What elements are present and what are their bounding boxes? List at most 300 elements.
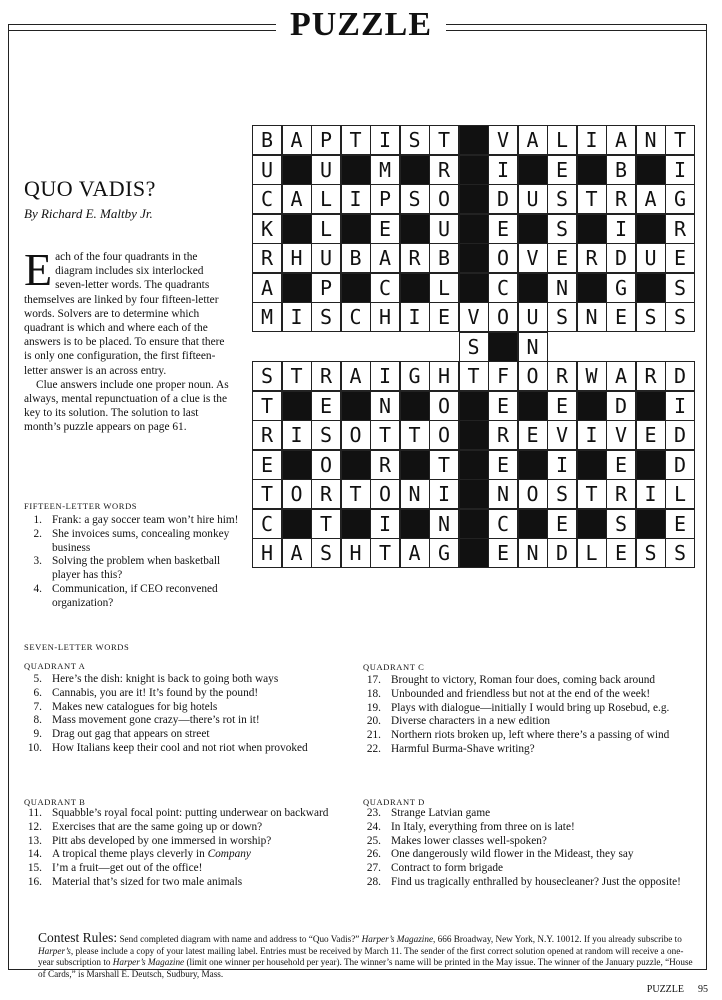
grid-letter: A	[644, 187, 657, 211]
grid-letter: R	[555, 364, 569, 388]
contest-rules	[38, 932, 698, 980]
grid-letter: U	[526, 187, 539, 211]
clue-text: Here’s the dish: knight is back to going both ways	[52, 673, 279, 685]
quadrant-a-heading: QUADRANT A	[24, 661, 86, 671]
grid-cell[interactable]	[547, 479, 577, 509]
grid-letter: D	[673, 423, 687, 447]
grid-cell[interactable]	[488, 391, 518, 421]
grid-letter: E	[378, 216, 392, 241]
grid-letter: U	[260, 157, 274, 182]
grid-cell[interactable]	[547, 391, 577, 421]
grid-cell[interactable]	[429, 361, 459, 391]
grid-letter: B	[614, 157, 628, 182]
clue-item	[359, 821, 705, 835]
grid-letter: R	[319, 482, 333, 506]
grid-cell[interactable]	[606, 450, 636, 480]
clue-item	[359, 743, 705, 757]
grid-letter: O	[496, 246, 510, 270]
grid-cell[interactable]	[665, 450, 695, 480]
grid-letter: U	[644, 246, 657, 270]
grid-cell[interactable]	[252, 184, 282, 214]
grid-cell[interactable]	[252, 273, 282, 303]
clue-item	[20, 555, 240, 583]
grid-black-cell	[341, 214, 371, 244]
grid-letter: S	[555, 187, 569, 211]
grid-letter: D	[496, 187, 510, 211]
rules-magazine-1: Harper’s Magazine	[361, 934, 434, 944]
grid-cell[interactable]	[370, 184, 400, 214]
grid-cell[interactable]	[341, 420, 371, 450]
grid-cell[interactable]	[665, 214, 695, 244]
grid-cell[interactable]	[429, 538, 459, 568]
clue-text: A tropical theme plays cleverly in Company	[52, 848, 251, 861]
grid-cell[interactable]	[518, 332, 548, 362]
grid-cell[interactable]	[370, 479, 400, 509]
clue-item	[359, 835, 705, 849]
clue-item	[20, 514, 240, 528]
grid-letter: R	[614, 187, 628, 211]
grid-cell[interactable]	[547, 509, 577, 539]
grid-cell[interactable]	[488, 509, 518, 539]
grid-letter: A	[290, 187, 303, 211]
clue-text: How Italians keep their cool and not riot when provoked	[52, 741, 308, 754]
grid-cell[interactable]	[429, 273, 459, 303]
grid-cell[interactable]	[547, 420, 577, 450]
grid-letter: D	[673, 452, 687, 477]
grid-cell[interactable]	[311, 420, 341, 450]
grid-cell[interactable]	[547, 538, 577, 568]
grid-cell[interactable]	[370, 125, 400, 155]
grid-letter: I	[496, 157, 510, 182]
grid-black-cell	[518, 391, 548, 421]
clue-item	[359, 702, 705, 716]
grid-cell[interactable]	[370, 450, 400, 480]
clue-text: Makes lower classes well-spoken?	[391, 834, 547, 847]
clue-text: Frank: a gay soccer team won’t hire him!	[52, 514, 239, 526]
grid-cell[interactable]	[429, 184, 459, 214]
grid-letter: B	[349, 246, 362, 270]
grid-letter: V	[467, 305, 480, 329]
grid-letter: U	[319, 157, 333, 182]
grid-cell[interactable]	[577, 302, 607, 332]
grid-letter: T	[437, 128, 451, 152]
grid-cell[interactable]	[252, 538, 282, 568]
grid-cell[interactable]	[547, 214, 577, 244]
clue-number: 14.	[27, 848, 42, 861]
grid-cell[interactable]	[311, 302, 341, 332]
grid-cell[interactable]	[400, 361, 430, 391]
grid-cell[interactable]	[665, 420, 695, 450]
grid-letter: D	[673, 364, 687, 388]
footer-section: PUZZLE	[646, 984, 684, 995]
clue-number: 20.	[366, 715, 381, 728]
grid-cell[interactable]	[252, 125, 282, 155]
grid-cell[interactable]	[606, 243, 636, 273]
grid-cell[interactable]	[547, 273, 577, 303]
grid-letter: O	[526, 482, 539, 506]
clue-item	[20, 807, 350, 821]
grid-cell[interactable]	[282, 538, 312, 568]
grid-cell[interactable]	[311, 509, 341, 539]
grid-cell[interactable]	[429, 214, 459, 244]
grid-cell[interactable]	[370, 361, 400, 391]
grid-cell[interactable]	[636, 361, 666, 391]
grid-cell[interactable]	[518, 361, 548, 391]
grid-letter: I	[408, 305, 421, 329]
grid-letter: L	[319, 216, 333, 241]
grid-cell[interactable]	[311, 243, 341, 273]
grid-cell[interactable]	[518, 302, 548, 332]
grid-letter: P	[378, 187, 392, 211]
clue-text: She invoices sums, concealing monkey business	[52, 527, 230, 554]
grid-cell[interactable]	[341, 184, 371, 214]
grid-cell[interactable]	[665, 538, 695, 568]
grid-cell[interactable]	[606, 125, 636, 155]
grid-cell[interactable]	[311, 391, 341, 421]
grid-cell[interactable]	[636, 420, 666, 450]
grid-black-cell	[459, 273, 489, 303]
grid-letter: N	[585, 305, 598, 329]
grid-cell[interactable]	[282, 479, 312, 509]
clue-item	[20, 687, 350, 701]
grid-letter: T	[378, 541, 392, 565]
grid-cell[interactable]	[577, 479, 607, 509]
clue-text: Plays with dialogue—initially I would bring up Rosebud, e.g.	[391, 701, 670, 714]
grid-cell[interactable]	[488, 155, 518, 185]
grid-cell[interactable]	[606, 184, 636, 214]
clue-number: 13.	[27, 834, 42, 847]
grid-black-cell	[459, 509, 489, 539]
puzzle-title: QUO VADIS?	[24, 176, 156, 201]
grid-cell[interactable]	[311, 538, 341, 568]
grid-cell[interactable]	[370, 391, 400, 421]
grid-letter: S	[614, 511, 628, 536]
grid-letter: D	[555, 541, 569, 565]
grid-letter: L	[673, 482, 687, 506]
grid-letter: I	[555, 452, 569, 477]
grid-cell[interactable]	[606, 391, 636, 421]
grid-cell[interactable]	[252, 391, 282, 421]
grid-cell[interactable]	[311, 184, 341, 214]
grid-cell[interactable]	[577, 184, 607, 214]
grid-cell[interactable]	[252, 302, 282, 332]
clue-number: 18.	[366, 687, 381, 700]
grid-letter: U	[437, 216, 451, 241]
grid-cell[interactable]	[606, 273, 636, 303]
clue-number: 1.	[33, 514, 42, 526]
grid-cell[interactable]	[252, 214, 282, 244]
grid-cell[interactable]	[488, 214, 518, 244]
grid-cell[interactable]	[282, 302, 312, 332]
grid-cell[interactable]	[341, 125, 371, 155]
grid-cell[interactable]	[665, 302, 695, 332]
grid-black-cell	[459, 214, 489, 244]
clue-text: In Italy, everything from three on is late!	[391, 820, 575, 833]
grid-cell[interactable]	[488, 273, 518, 303]
grid-letter: T	[349, 482, 362, 506]
grid-cell[interactable]	[606, 420, 636, 450]
rules-text-1: Send completed diagram with name and address to “Quo Vadis?”	[117, 934, 362, 944]
grid-letter: G	[408, 364, 421, 388]
grid-cell[interactable]	[606, 302, 636, 332]
grid-cell[interactable]	[636, 479, 666, 509]
grid-cell[interactable]	[488, 302, 518, 332]
grid-cell[interactable]	[665, 125, 695, 155]
grid-letter: H	[437, 364, 451, 388]
clue-text: Northern riots broken up, left where there’s a passing of wind	[391, 729, 670, 742]
grid-cell[interactable]	[311, 125, 341, 155]
grid-cell[interactable]	[547, 155, 577, 185]
grid-cell[interactable]	[429, 450, 459, 480]
grid-letter: A	[408, 541, 421, 565]
grid-cell[interactable]	[341, 538, 371, 568]
clue-text: Mass movement gone crazy—there’s rot in it!	[52, 714, 260, 727]
grid-cell[interactable]	[370, 214, 400, 244]
rules-magazine-2: Harper’s	[38, 945, 71, 956]
grid-letter: A	[260, 275, 274, 300]
clue-text: Find us tragically enthralled by housecleaner? Just the opposite!	[391, 875, 681, 888]
grid-cell[interactable]	[665, 509, 695, 539]
grid-cell[interactable]	[341, 302, 371, 332]
grid-cell[interactable]	[429, 509, 459, 539]
grid-black-cell	[282, 509, 312, 539]
grid-letter: O	[526, 364, 539, 388]
grid-cell[interactable]	[665, 273, 695, 303]
clue-text: One dangerously wild flower in the Mideast, they say	[391, 848, 634, 861]
grid-black-cell	[341, 155, 371, 185]
grid-letter: C	[496, 511, 510, 536]
grid-letter: R	[644, 364, 657, 388]
grid-cell[interactable]	[488, 538, 518, 568]
grid-letter: L	[555, 128, 569, 152]
grid-cell[interactable]	[252, 450, 282, 480]
grid-letter: T	[585, 187, 598, 211]
grid-cell[interactable]	[252, 420, 282, 450]
grid-cell[interactable]	[606, 361, 636, 391]
grid-cell[interactable]	[429, 302, 459, 332]
grid-cell[interactable]	[518, 479, 548, 509]
grid-black-cell	[459, 243, 489, 273]
grid-cell[interactable]	[429, 125, 459, 155]
grid-letter: D	[614, 246, 628, 270]
grid-cell[interactable]	[400, 302, 430, 332]
grid-cell[interactable]	[370, 538, 400, 568]
grid-letter: E	[496, 541, 510, 565]
grid-cell[interactable]	[488, 125, 518, 155]
grid-black-cell	[459, 538, 489, 568]
grid-cell[interactable]	[429, 420, 459, 450]
clue-number: 12.	[27, 820, 42, 833]
grid-letter: R	[437, 157, 451, 182]
grid-cell[interactable]	[429, 243, 459, 273]
grid-cell[interactable]	[547, 450, 577, 480]
grid-black-cell	[518, 273, 548, 303]
grid-letter: I	[614, 216, 628, 241]
grid-cell[interactable]	[311, 155, 341, 185]
grid-cell[interactable]	[370, 302, 400, 332]
grid-cell[interactable]	[282, 420, 312, 450]
grid-cell[interactable]	[282, 184, 312, 214]
grid-letter: E	[496, 393, 510, 418]
grid-cell[interactable]	[518, 243, 548, 273]
grid-cell[interactable]	[606, 155, 636, 185]
grid-cell[interactable]	[370, 155, 400, 185]
grid-letter: V	[614, 423, 628, 447]
quadrant-d-heading: QUADRANT D	[363, 797, 425, 807]
grid-cell[interactable]	[311, 450, 341, 480]
grid-cell[interactable]	[488, 479, 518, 509]
grid-cell[interactable]	[488, 420, 518, 450]
grid-cell[interactable]	[282, 243, 312, 273]
grid-black-cell	[341, 509, 371, 539]
clue-item	[20, 862, 350, 876]
grid-cell[interactable]	[400, 184, 430, 214]
clue-item	[20, 714, 350, 728]
grid-cell[interactable]	[606, 509, 636, 539]
grid-cell[interactable]	[488, 361, 518, 391]
grid-cell[interactable]	[636, 302, 666, 332]
grid-cell[interactable]	[577, 125, 607, 155]
rules-text-3: , please include a copy of your latest mailing label. Entries must be received by March 11. The sender of the first correct solution opened at random will receive a one-year subscription to	[38, 945, 684, 967]
grid-cell[interactable]	[252, 243, 282, 273]
grid-cell[interactable]	[518, 184, 548, 214]
grid-cell[interactable]	[488, 184, 518, 214]
grid-cell[interactable]	[311, 479, 341, 509]
grid-cell[interactable]	[252, 479, 282, 509]
grid-letter: U	[319, 246, 333, 270]
grid-cell[interactable]	[665, 155, 695, 185]
grid-cell[interactable]	[547, 361, 577, 391]
grid-cell[interactable]	[459, 302, 489, 332]
grid-letter: G	[437, 541, 451, 565]
grid-cell[interactable]	[400, 538, 430, 568]
clue-item	[20, 821, 350, 835]
grid-cell[interactable]	[606, 479, 636, 509]
grid-cell[interactable]	[341, 479, 371, 509]
grid-cell[interactable]	[252, 361, 282, 391]
grid-cell[interactable]	[665, 391, 695, 421]
grid-cell[interactable]	[282, 361, 312, 391]
grid-cell[interactable]	[665, 361, 695, 391]
clue-text: Squabble’s royal focal point: putting underwear on backward	[52, 807, 329, 819]
grid-letter: R	[319, 364, 333, 388]
grid-cell[interactable]	[370, 243, 400, 273]
grid-cell[interactable]	[636, 184, 666, 214]
grid-cell[interactable]	[459, 361, 489, 391]
grid-black-cell	[400, 391, 430, 421]
grid-cell[interactable]	[665, 184, 695, 214]
grid-cell[interactable]	[400, 125, 430, 155]
grid-cell[interactable]	[252, 509, 282, 539]
clue-number: 17.	[366, 674, 381, 686]
grid-cell[interactable]	[311, 273, 341, 303]
grid-letter: F	[496, 364, 510, 388]
grid-cell[interactable]	[341, 243, 371, 273]
grid-cell[interactable]	[547, 125, 577, 155]
grid-cell[interactable]	[577, 361, 607, 391]
grid-letter: U	[526, 305, 539, 329]
grid-letter: W	[585, 364, 598, 388]
grid-cell[interactable]	[252, 155, 282, 185]
grid-cell[interactable]	[547, 184, 577, 214]
grid-letter: O	[349, 423, 362, 447]
grid-cell[interactable]	[282, 125, 312, 155]
grid-letter: G	[614, 275, 628, 300]
grid-black-cell	[282, 450, 312, 480]
grid-cell[interactable]	[488, 243, 518, 273]
grid-cell[interactable]	[429, 479, 459, 509]
grid-cell[interactable]	[400, 243, 430, 273]
grid-letter: P	[319, 275, 333, 300]
clue-number: 22.	[366, 742, 381, 755]
grid-cell[interactable]	[636, 538, 666, 568]
grid-cell[interactable]	[547, 302, 577, 332]
grid-letter: T	[408, 423, 421, 447]
grid-letter: A	[378, 246, 392, 270]
grid-cell[interactable]	[518, 125, 548, 155]
grid-cell[interactable]	[577, 420, 607, 450]
grid-black-cell	[518, 450, 548, 480]
grid-cell[interactable]	[429, 391, 459, 421]
grid-cell[interactable]	[518, 538, 548, 568]
grid-black-cell	[282, 155, 312, 185]
grid-cell[interactable]	[429, 155, 459, 185]
grid-black-cell	[488, 332, 518, 362]
clue-number: 28.	[366, 875, 381, 888]
grid-cell[interactable]	[547, 243, 577, 273]
grid-cell[interactable]	[577, 243, 607, 273]
grid-cell[interactable]	[311, 361, 341, 391]
grid-cell[interactable]	[311, 214, 341, 244]
grid-cell[interactable]	[370, 509, 400, 539]
grid-cell[interactable]	[400, 420, 430, 450]
grid-cell[interactable]	[518, 420, 548, 450]
grid-letter: E	[496, 452, 510, 477]
grid-cell[interactable]	[636, 243, 666, 273]
clue-item	[359, 715, 705, 729]
grid-letter: L	[585, 541, 598, 565]
grid-black-cell	[636, 391, 666, 421]
clue-number: 27.	[366, 862, 381, 875]
grid-letter: I	[644, 482, 657, 506]
grid-letter: C	[260, 187, 274, 211]
grid-cell[interactable]	[577, 538, 607, 568]
quadrant-a-clues	[20, 673, 350, 756]
grid-black-cell	[341, 450, 371, 480]
clue-number: 4.	[33, 582, 42, 595]
grid-cell[interactable]	[665, 479, 695, 509]
clue-text: Strange Latvian game	[391, 807, 491, 819]
rules-magazine-3: Harper’s Magazine	[112, 957, 185, 967]
grid-cell[interactable]	[665, 243, 695, 273]
grid-cell[interactable]	[459, 332, 489, 362]
page-number: 95	[698, 984, 708, 995]
grid-cell[interactable]	[370, 420, 400, 450]
grid-cell[interactable]	[488, 450, 518, 480]
grid-cell[interactable]	[370, 273, 400, 303]
grid-letter: E	[614, 541, 628, 565]
grid-letter: A	[614, 364, 628, 388]
fifteen-letter-heading: FIFTEEN-LETTER WORDS	[24, 501, 138, 511]
grid-letter: E	[319, 393, 333, 418]
grid-letter: I	[349, 187, 362, 211]
grid-cell[interactable]	[636, 125, 666, 155]
quadrant-d-clues	[359, 807, 705, 890]
grid-cell[interactable]	[606, 538, 636, 568]
grid-cell[interactable]	[606, 214, 636, 244]
grid-cell[interactable]	[341, 361, 371, 391]
grid-cell[interactable]	[400, 479, 430, 509]
